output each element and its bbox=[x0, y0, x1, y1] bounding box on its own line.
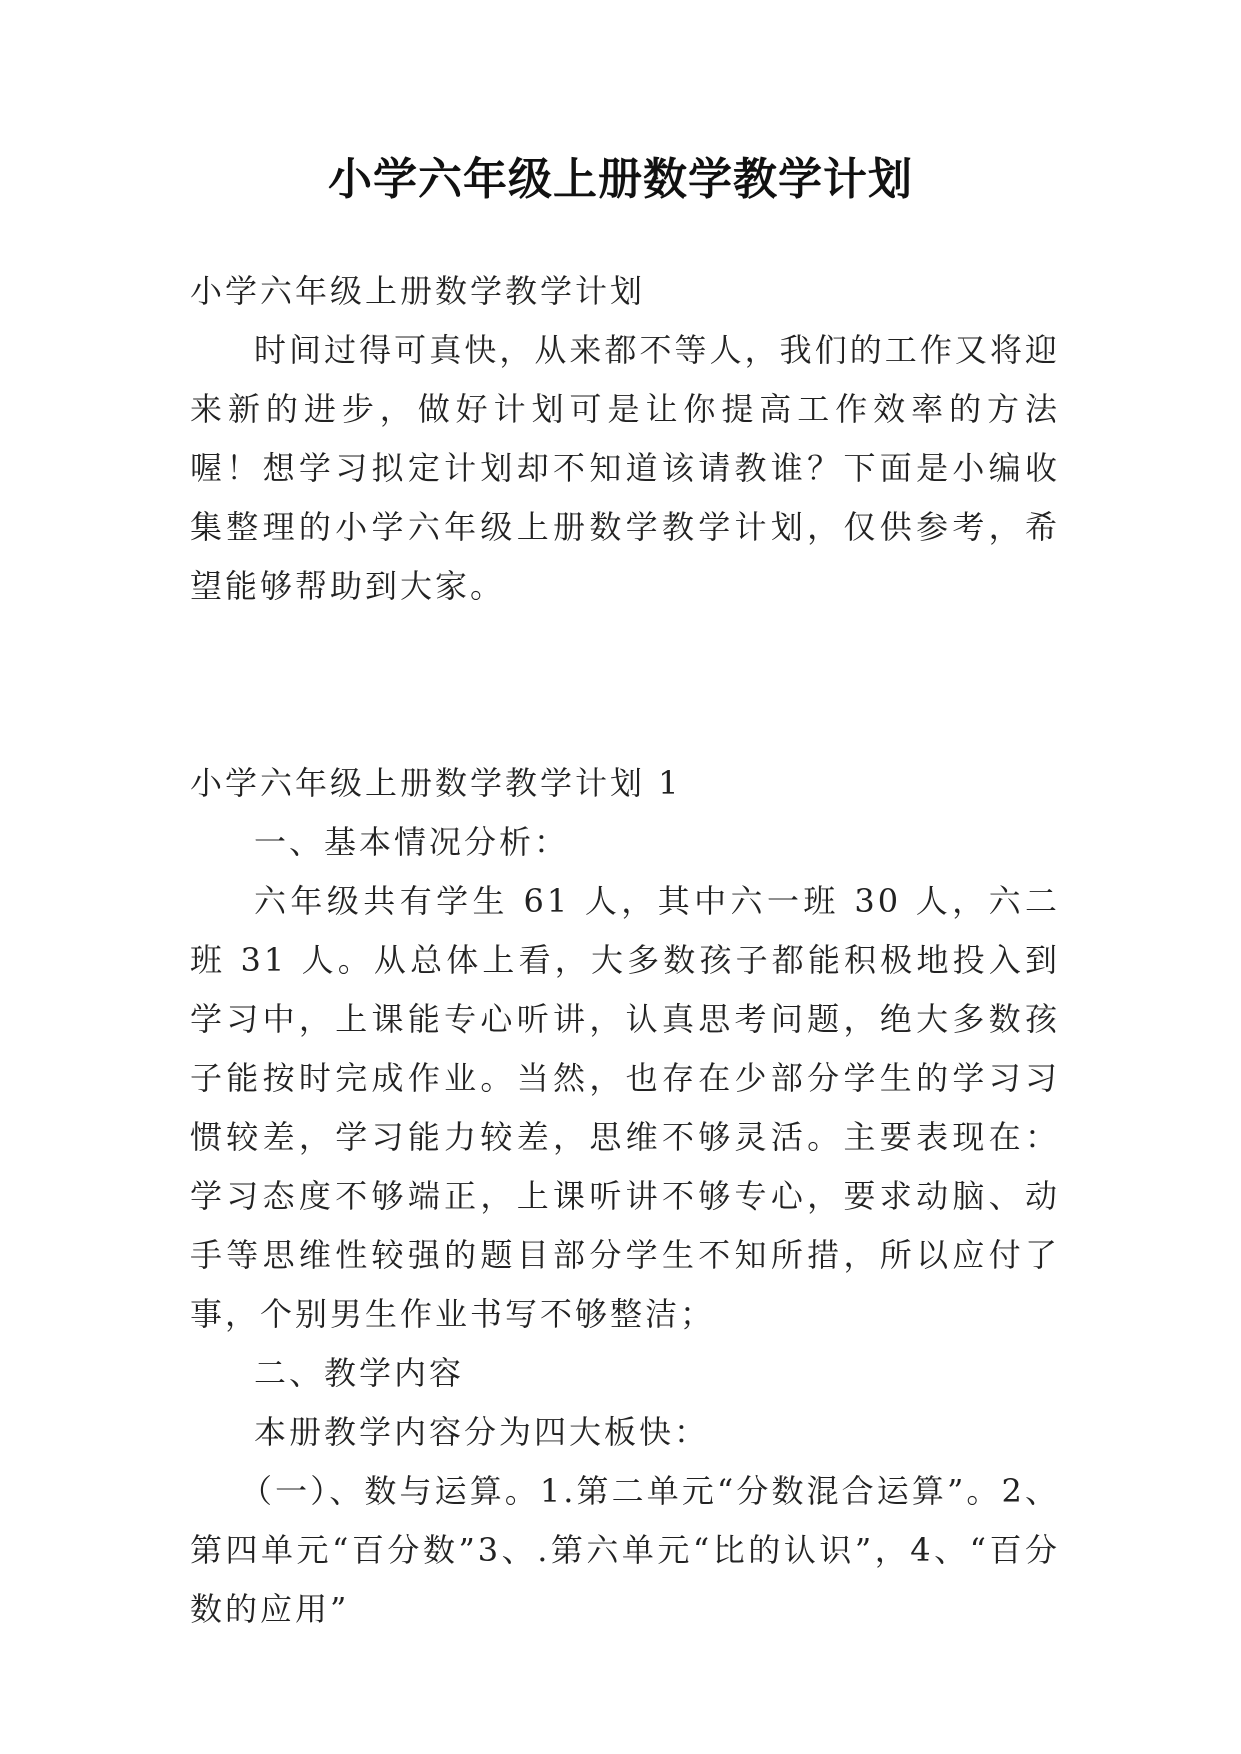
section-1-heading: 小学六年级上册数学教学计划 1 bbox=[190, 764, 682, 802]
basic-situation-paragraph: 六年级共有学生 61 人，其中六一班 30 人，六二班 31 人。从总体上看，大多数孩子都能积极地投入到学习中，上课能专心听讲，认真思考问题，绝大多数孩子能按时完成作业。当然，也存在少部分学生的学习习惯较差，学习能力较差，思维不够灵活。主要表现在：学习态度不够端正，上课听讲不够专心，要求动脑、动手等思维性较强的题目部分学生不知所措，所以应付了事，个别男生作业书写不够整洁； bbox=[190, 882, 1060, 1333]
number-operation-paragraph: （一）、数与运算。1.第二单元“分数混合运算”。2、第四单元“百分数”3、.第六单元“比的认识”，4、“百分数的应用” bbox=[190, 1472, 1060, 1628]
teaching-content-paragraph: 本册教学内容分为四大板快： bbox=[254, 1413, 710, 1451]
teaching-content-heading: 二、教学内容 bbox=[254, 1354, 465, 1392]
document-title: 小学六年级上册数学教学计划 bbox=[328, 154, 913, 205]
section-1 bbox=[190, 754, 1060, 1639]
basic-situation-heading: 一、基本情况分析： bbox=[254, 823, 570, 861]
intro-heading: 小学六年级上册数学教学计划 bbox=[190, 272, 646, 310]
intro-block bbox=[190, 262, 1060, 616]
intro-paragraph: 时间过得可真快，从来都不等人，我们的工作又将迎来新的进步，做好计划可是让你提高工作效率的方法喔！想学习拟定计划却不知道该请教谁？下面是小编收集整理的小学六年级上册数学教学计划，仅供参考，希望能够帮助到大家。 bbox=[190, 331, 1060, 605]
